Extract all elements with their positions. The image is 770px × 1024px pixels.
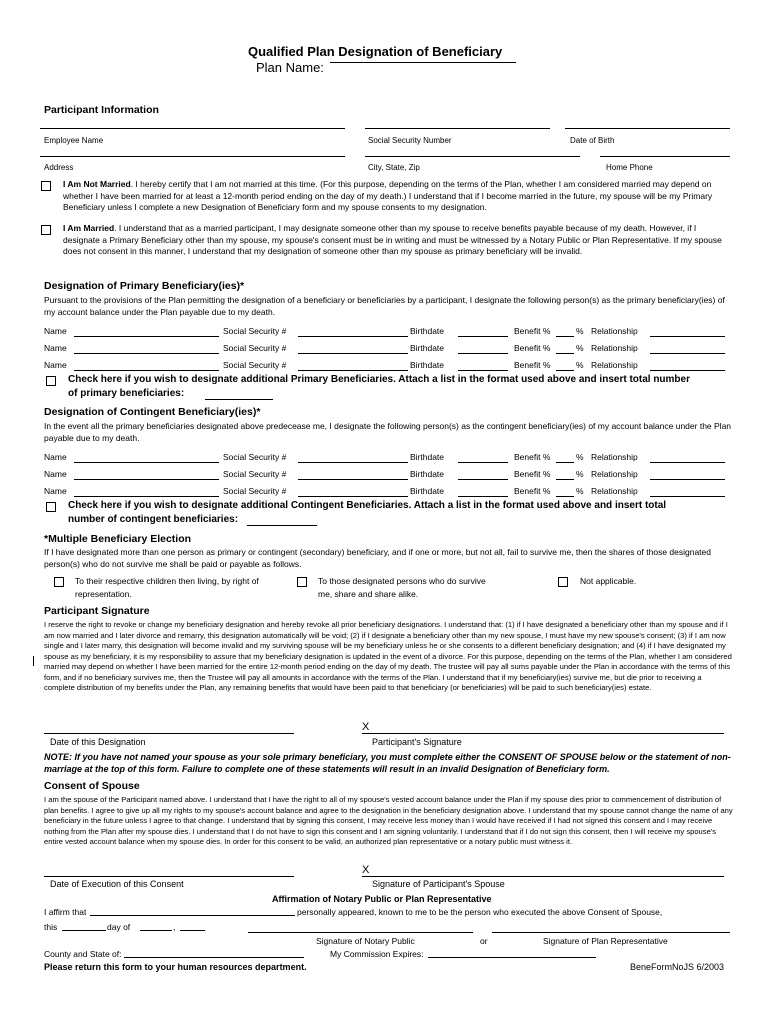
day-of-label: day of	[107, 922, 131, 932]
address-label: Address	[44, 163, 74, 172]
ssn-field[interactable]	[365, 128, 550, 129]
signature-heading: Participant Signature	[44, 605, 150, 617]
day-field[interactable]	[62, 930, 106, 931]
consent-date-field[interactable]	[44, 876, 294, 877]
notary-signature-field[interactable]	[248, 932, 473, 933]
spouse-signature-label: Signature of Participant's Spouse	[372, 879, 505, 889]
children-option-line1: To their respective children then living, by right of	[75, 576, 259, 586]
additional-contingent-line2: number of contingent beneficiaries:	[68, 514, 239, 525]
not-applicable-checkbox[interactable]	[558, 577, 568, 587]
married-checkbox[interactable]	[41, 225, 51, 235]
not-married-checkbox[interactable]	[41, 181, 51, 191]
spouse-note: NOTE: If you have not named your spouse as your sole primary beneficiary, you must complete either the CONSENT OF SPOUSE below or the statement of non-marriage at the top of this form. Failure to complete one of these statements will result in an invalid Designation of Beneficiary form.	[44, 752, 731, 774]
form-code: BeneFormNoJS 6/2003	[630, 962, 725, 972]
additional-primary-line1: Check here if you wish to designate additional Primary Beneficiaries. Attach a list in the format used above and insert total number	[68, 374, 690, 385]
survivors-option-checkbox[interactable]	[297, 577, 307, 587]
or-label: or	[480, 936, 488, 946]
spouse-x-mark: X	[362, 864, 370, 876]
signature-text: I reserve the right to revoke or change my beneficiary designation and hereby revoke all prior beneficiary designations. I understand that: (1) if I have designated a beneficiary other than my spouse and if I am now married and I later divorce and remarry, this designation automatically will be void; (2) if I designate a beneficiary other than my new spouse, I must have my new spouse's consent; (3) if I am now single and I later marry, this designation will become invalid and my surviving spouse will be my beneficiary unless he or she consents to a different beneficiary designation; and (4) if I have designated my spouse as my beneficiary, it is my responsibility to assure that my beneficiary designation is updated in the event of a divorce. For this purpose, depending on the terms of the Plan, whether I am considered married may depend on whether I have been married for the entire 12-month period ending on the day of my death. The trustee will pay all sums payable under the Plan in accordance with the terms of this form, and if no beneficiary survives me, then the Trustee will pay all amounts in accordance with the terms of the Plan. I understand that if my beneficiary(ies) survive me, but die prior to receiving a complete distribution of my benefits under the Plan, any remaining benefits that would have been paid to that beneficiary (or beneficiaries) will be paid to such beneficiary(ies) estate.	[44, 620, 732, 692]
primary-row-3: Name Social Security # Birthdate Benefit % % Relationship	[44, 360, 734, 374]
additional-primary-line2: of primary beneficiaries:	[68, 388, 185, 399]
participant-signature-label: Participant's Signature	[372, 737, 462, 747]
primary-row-1: Name Social Security # Birthdate Benefit % % Relationship	[44, 326, 734, 340]
plan-rep-signature-field[interactable]	[492, 932, 730, 933]
notary-signature-label: Signature of Notary Public	[316, 936, 415, 946]
not-applicable-label: Not applicable.	[580, 576, 637, 586]
notary-heading: Affirmation of Notary Public or Plan Representative	[272, 894, 492, 904]
plan-name-field[interactable]	[330, 62, 516, 63]
primary-count-field[interactable]	[205, 399, 273, 400]
appeared-text: personally appeared, known to me to be the person who executed the above Consent of Spouse,	[297, 907, 663, 917]
phone-field[interactable]	[600, 156, 730, 157]
commission-label: My Commission Expires:	[330, 949, 424, 959]
contingent-row-2: Name Social Security # Birthdate Benefit % % Relationship	[44, 469, 734, 483]
designation-date-label: Date of this Designation	[50, 737, 146, 747]
primary-text: Pursuant to the provisions of the Plan permitting the designation of a beneficiary or beneficiaries by a participant, I designate the following person(s) as the primary beneficiary(ies) of my account balance under the Plan payable due to my death.	[44, 295, 725, 317]
plan-rep-signature-label: Signature of Plan Representative	[543, 936, 668, 946]
contingent-text: In the event all the primary beneficiaries designated above predecease me, I designate the following person(s) as the contingent beneficiary(ies) of my account balance under the Plan payable due to my death.	[44, 421, 732, 443]
dob-label: Date of Birth	[570, 136, 615, 145]
contingent-count-field[interactable]	[247, 525, 317, 526]
year-field[interactable]	[180, 930, 205, 931]
survivors-option-line1: To those designated persons who do survive	[318, 576, 486, 586]
children-option-line2: representation.	[75, 589, 132, 599]
county-field[interactable]	[124, 957, 304, 958]
this-label: this	[44, 922, 58, 932]
participant-heading: Participant Information	[44, 104, 159, 116]
survivors-option-line2: me, share and share alike.	[318, 589, 419, 599]
comma-label: ,	[173, 922, 176, 932]
participant-signature-field[interactable]	[362, 733, 724, 734]
return-instruction: Please return this form to your human resources department.	[44, 962, 307, 972]
form-title: Qualified Plan Designation of Beneficiary	[248, 44, 503, 59]
designation-date-field[interactable]	[44, 733, 294, 734]
additional-contingent-checkbox[interactable]	[46, 502, 56, 512]
additional-contingent-line1: Check here if you wish to designate additional Contingent Beneficiaries. Attach a list in the format used above and insert total	[68, 500, 667, 511]
consent-date-label: Date of Execution of this Consent	[50, 879, 184, 889]
address-field[interactable]	[40, 156, 345, 157]
affirm-name-field[interactable]	[90, 915, 295, 916]
affirm-label: I affirm that	[44, 907, 87, 917]
contingent-row-1: Name Social Security # Birthdate Benefit % % Relationship	[44, 452, 734, 466]
phone-label: Home Phone	[606, 163, 653, 172]
consent-heading: Consent of Spouse	[44, 780, 140, 792]
county-label: County and State of:	[44, 949, 122, 959]
plan-name-label: Plan Name:	[256, 60, 324, 75]
city-field[interactable]	[365, 156, 580, 157]
contingent-row-3: Name Social Security # Birthdate Benefit % % Relationship	[44, 486, 734, 500]
employee-name-field[interactable]	[40, 128, 345, 129]
ssn-label: Social Security Number	[368, 136, 452, 145]
margin-mark	[33, 656, 35, 666]
contingent-heading: Designation of Contingent Beneficiary(ies)*	[44, 406, 261, 418]
primary-heading: Designation of Primary Beneficiary(ies)*	[44, 280, 245, 292]
spouse-signature-field[interactable]	[362, 876, 724, 877]
month-field[interactable]	[140, 930, 172, 931]
multiple-heading: *Multiple Beneficiary Election	[44, 533, 192, 545]
employee-name-label: Employee Name	[44, 136, 104, 145]
dob-field[interactable]	[565, 128, 730, 129]
participant-x-mark: X	[362, 721, 370, 733]
consent-text: I am the spouse of the Participant named above. I understand that I have the right to all of my spouse's vested account balance under the Plan if my spouse dies prior to commencement of distribution of plan benefits. I agree to give up all my rights to my spouse's account balance and agree to the designation in the beneficiary designation above. I understand that my spouse cannot change the name of any beneficiary in the future unless I agree to that change. I understand that by signing this consent, I may receive less money than I would have received if I had not signed this consent and I may receive nothing from the Plan after my spouse dies. I understand that I do not have to sign this consent and I am signing voluntarily. I understand that if I do not sign this consent, then I will receive my spouse's entire vested account balance when my spouse dies. In order for this consent to be valid, an authorized plan representative or a notary public must witness it.	[44, 795, 733, 846]
commission-field[interactable]	[428, 957, 596, 958]
not-married-statement: I Am Not Married. I hereby certify that I am not married at this time. (For this purpose, depending on the terms of the Plan, whether I am considered married may depend on whether I have been married for at least a 12-month period ending on the day of my death.) I understand that if I become married in the future, my spouse will be my Primary Beneficiary unless I complete a new Designation of Beneficiary form and my spouse consents to my designation.	[63, 179, 713, 212]
married-statement: I Am Married. I understand that as a married participant, I may designate someone other than my spouse to receive benefits payable because of my death. However, if I designate a Primary Beneficiary other than my spouse, my spouse's consent must be in writing and must be witnessed by a Notary Public or Plan Representative. If my spouse does not consent in this manner, I understand that my designation of someone other than my spouse as primary beneficiary will be invalid.	[63, 223, 722, 256]
multiple-text: If I have designated more than one person as primary or contingent (secondary) beneficiary, and if one or more, but not all, fail to survive me, then the shares of those designated person(s) who do not survive me shall be paid or payable as follows.	[44, 547, 711, 569]
city-label: City, State, Zip	[368, 163, 420, 172]
primary-row-2: Name Social Security # Birthdate Benefit % % Relationship	[44, 343, 734, 357]
children-option-checkbox[interactable]	[54, 577, 64, 587]
additional-primary-checkbox[interactable]	[46, 376, 56, 386]
